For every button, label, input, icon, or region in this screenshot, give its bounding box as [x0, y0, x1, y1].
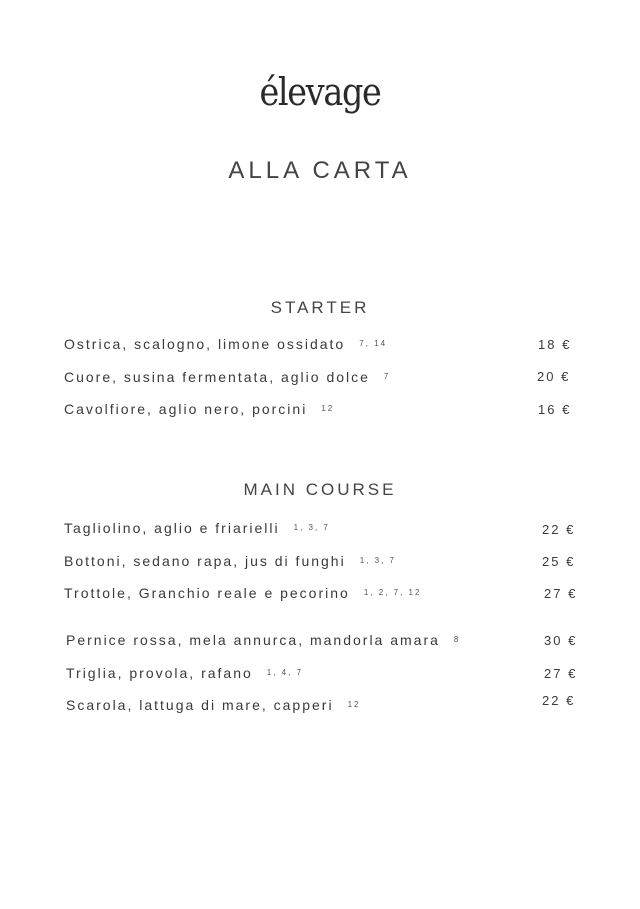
page-title: ALLA CARTA [228, 157, 412, 184]
dish-price: 22 € [542, 693, 576, 708]
allergen-codes: 1, 2, 7, 12 [363, 588, 422, 597]
menu-item [66, 632, 460, 648]
menu-item [66, 665, 303, 681]
menu-item [64, 369, 390, 385]
dish-name: Cavolfiore, aglio nero, porcini [64, 401, 308, 417]
allergen-codes: 1, 3, 7 [359, 556, 396, 565]
section-title-starter: STARTER [270, 298, 370, 317]
menu-item [64, 336, 387, 352]
dish-price: 16 € [538, 402, 572, 417]
allergen-codes: 1, 3, 7 [293, 523, 330, 532]
allergen-codes: 8 [453, 635, 461, 644]
dish-price: 25 € [542, 554, 576, 569]
menu-item [66, 697, 360, 713]
allergen-codes: 12 [347, 700, 361, 709]
section-title-main-course: MAIN COURSE [243, 480, 397, 499]
dish-price: 30 € [544, 633, 578, 648]
dish-name: Trottole, Granchio reale e pecorino [64, 585, 350, 601]
dish-name: Bottoni, sedano rapa, jus di funghi [64, 553, 346, 569]
dish-name: Pernice rossa, mela annurca, mandorla amara [66, 632, 440, 648]
dish-name: Triglia, provola, rafano [66, 665, 253, 681]
allergen-codes: 7 [383, 372, 391, 381]
dish-name: Cuore, susina fermentata, aglio dolce [64, 369, 370, 385]
dish-name: Tagliolino, aglio e friarielli [64, 520, 280, 536]
brand-logo: élevage [259, 70, 381, 114]
allergen-codes: 7, 14 [359, 339, 388, 348]
dish-name: Ostrica, scalogno, limone ossidato [64, 336, 346, 352]
allergen-codes: 12 [321, 404, 335, 413]
menu-item [64, 585, 421, 601]
dish-price: 27 € [544, 666, 578, 681]
dish-price: 18 € [538, 337, 572, 352]
menu-item [64, 520, 330, 536]
menu-item [64, 401, 334, 417]
dish-name: Scarola, lattuga di mare, capperi [66, 697, 334, 713]
menu-item [64, 553, 396, 569]
dish-price: 27 € [544, 586, 578, 601]
dish-price: 20 € [537, 369, 571, 384]
dish-price: 22 € [542, 522, 576, 537]
allergen-codes: 1, 4, 7 [266, 668, 304, 677]
